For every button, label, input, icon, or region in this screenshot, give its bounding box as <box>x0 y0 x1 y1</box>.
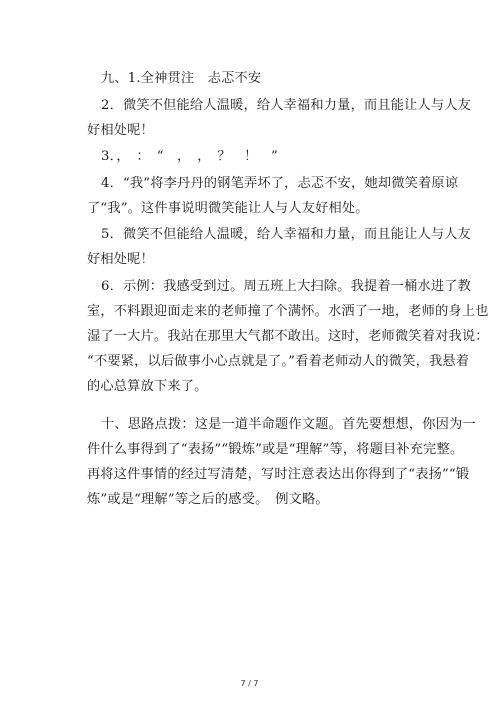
text-line: 件什么事得到了“表扬”“锻炼”或是“理解”等，将题目补充完整。 <box>87 442 464 457</box>
text-line: 好相处呢！ <box>87 252 154 267</box>
answer-section-9-item-4 <box>87 171 459 221</box>
text-line: 的心总算放下来了。 <box>87 379 208 394</box>
text-line: 6．示例：我感受到过。周五班上大扫除。我提着一桶水进了教 <box>101 279 472 294</box>
text-line: 湿了一大片。我站在那里大气都不敢出。这时，老师微笑着对我说： <box>87 329 489 344</box>
page-number: 7 / 7 <box>240 679 259 688</box>
text-line: 5．微笑不但能给人温暖，给人幸福和力量，而且能让人与人友 <box>101 227 472 242</box>
answer-section-9-item-5 <box>87 222 472 272</box>
text-line: “不要紧，以后做事小心点就是了。”看着老师动人的微笑，我悬着 <box>87 354 470 369</box>
text-line: 室，不料跟迎面走来的老师撞了个满怀。水洒了一地，老师的身上也 <box>87 304 489 319</box>
text-line: 3．， ： “ ， ， ？ ！ ” <box>101 149 278 164</box>
text-line: 4．“我”将李丹丹的钢笔弄坏了，忐忑不安，她却微笑着原谅 <box>101 176 459 191</box>
answer-section-10 <box>87 412 476 512</box>
text-line: 炼”或是“理解”等之后的感受。 例文略。 <box>87 492 329 507</box>
text-line: 好相处呢！ <box>87 123 154 138</box>
text-line: 十、思路点拨：这是一道半命题作文题。首先要想想，你因为一 <box>101 417 476 432</box>
text-line: 九、1.全神贯注 忐忑不安 <box>101 71 262 86</box>
text-line: 2．微笑不但能给人温暖，给人幸福和力量，而且能让人与人友 <box>101 98 472 113</box>
answer-section-9-item-6 <box>87 274 489 399</box>
text-line: 再将这件事情的经过写清楚，写时注意表达出你得到了“表扬”“锻 <box>87 467 470 482</box>
answer-section-9-item-3 <box>87 144 417 169</box>
answer-section-9-item-2 <box>87 93 472 143</box>
answer-section-9-item-1 <box>87 66 417 91</box>
text-line: 了“我”。这件事说明微笑能让人与人友好相处。 <box>87 201 369 216</box>
